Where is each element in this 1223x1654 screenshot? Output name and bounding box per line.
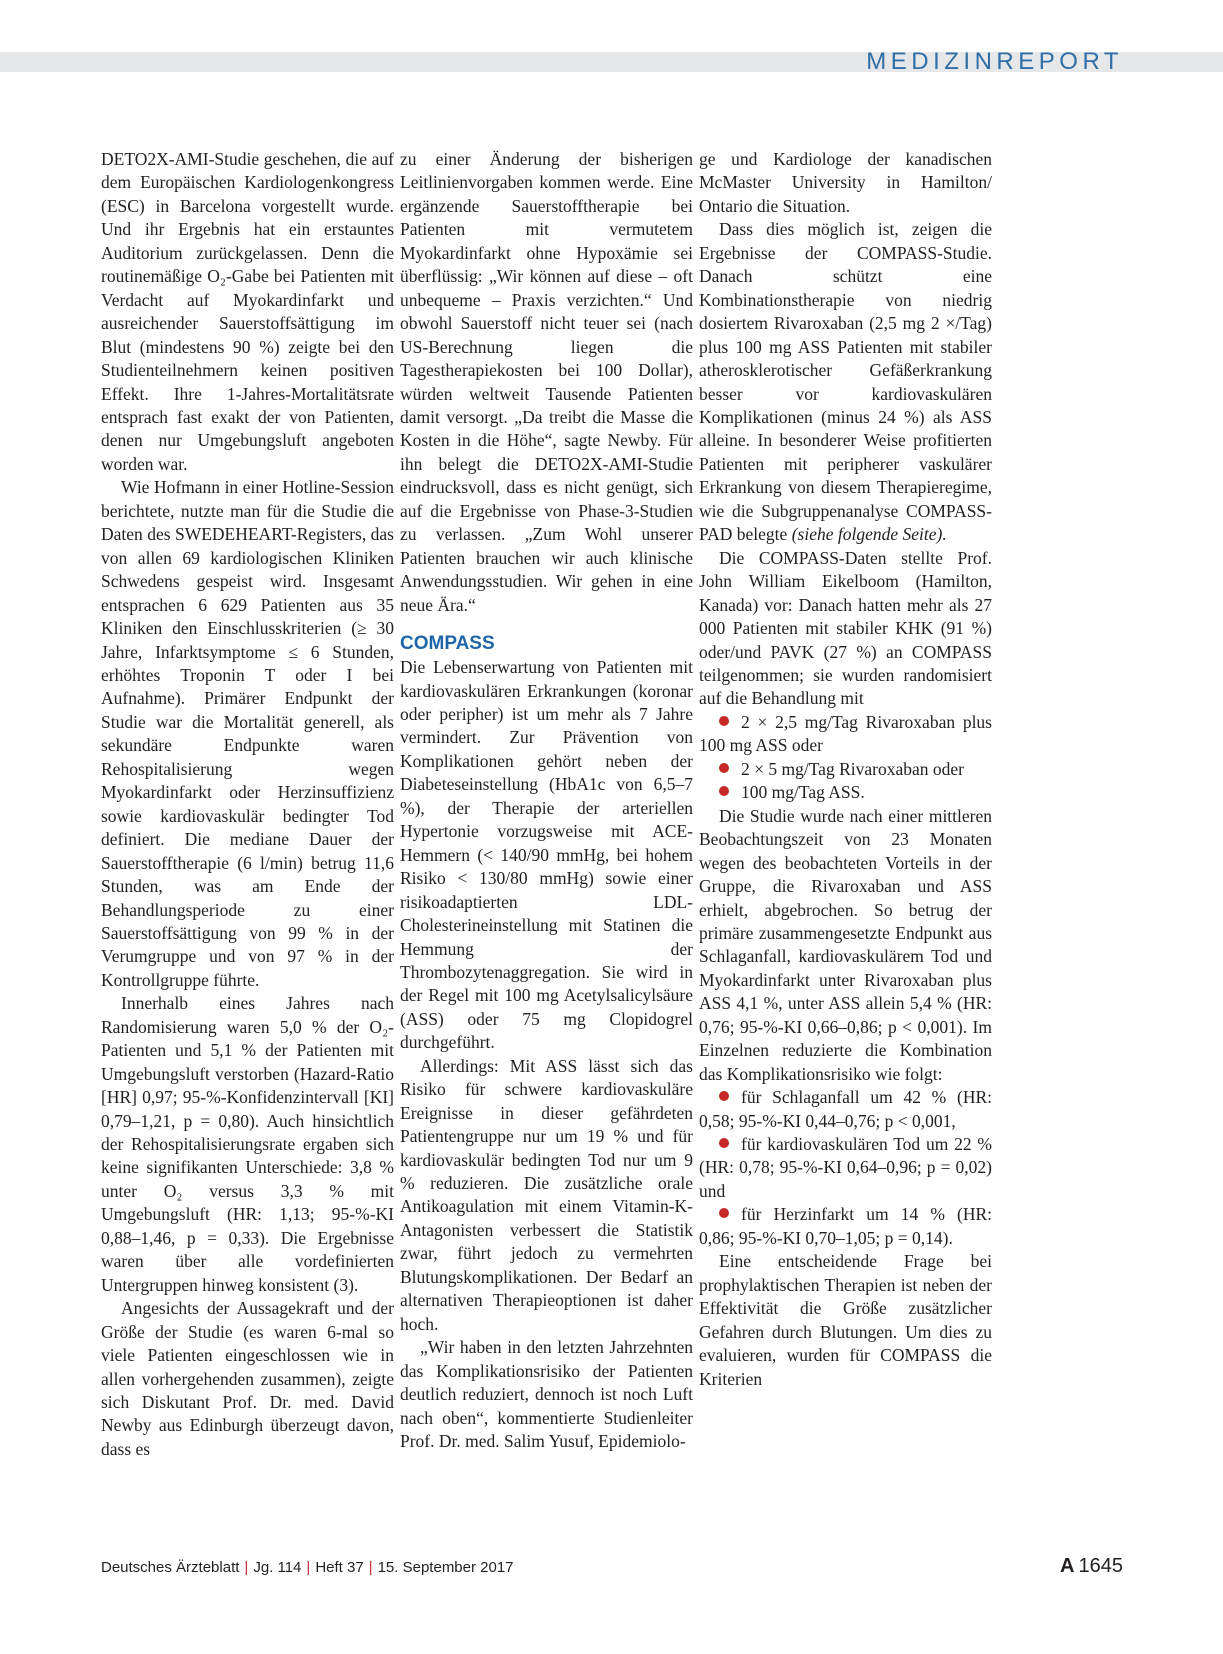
footer-separator: | bbox=[244, 1559, 249, 1576]
text-column-2 bbox=[400, 148, 693, 1453]
section-heading-compass: COMPASS bbox=[400, 633, 495, 655]
paragraph: ge und Kardiologe der kanadischen McMaster University in Hamilton/ Ontario die Situation. bbox=[699, 149, 992, 216]
footer-separator: | bbox=[368, 1559, 373, 1576]
paragraph: Allerdings: Mit ASS lässt sich das Risiko für schwere kardiovaskuläre Ereignisse in dieser gefährdeten Patientengruppe nur um 19 % und für kardiovaskulär bedingten Tod nur um 9 % reduzieren. Die zusätzliche orale Antikoagulation mit einem Vitamin-K-Antagonisten verbessert die Statistik zwar, führt jedoch zu vermehrten Blutungskomplikationen. Der Bedarf an alternativen Therapieoptionen ist daher hoch. bbox=[400, 1055, 693, 1334]
bullet-dot-icon bbox=[719, 1208, 729, 1218]
journal-volume: Jg. 114 bbox=[253, 1559, 302, 1576]
paragraph: Die Lebenserwartung von Patienten mit kardiovaskulären Erkrankungen (koronar oder peripher) ist um mehr als 7 Jahre vermindert. Zur Prävention von Komplikationen gehört neben der Diabeteseinstellung (HbA1c von 6,5–7 %), der Therapie der arteriellen Hypertonie vorzugsweise mit ACE-Hemmern (< 140/90 mmHg, bei hohem Risiko < 130/80 mmHg) sowie einer risikoadaptierten LDL-Cholesterineinstellung mit Statinen die Hemmung der Thrombozytenaggregation. Sie wird in der Regel mit 100 mg Acetylsalicylsäure (ASS) oder 75 mg Clopidogrel durchgeführt. bbox=[400, 657, 693, 1053]
paragraph: DETO2X-AMI-Studie geschehen, die auf dem Europäischen Kardiologenkongress (ESC) in Barcelona vorgestellt wurde. Und ihr Ergebnis hat ein erstauntes Auditorium zurückgelassen. Denn die routinemäßige O₂-Gabe bei Patienten mit Verdacht auf Myokardinfarkt und ausreichender Sauerstoffsättigung im Blut (mindestens 90 %) zeigte bei den Studienteilnehmern keinen positiven Effekt. Ihre 1-Jahres-Mortalitätsrate entsprach fast exakt der von Patienten, denen nur Umgebungsluft angeboten worden war. bbox=[101, 149, 394, 474]
paragraph: Wie Hofmann in einer Hotline-Session berichtete, nutzte man für die Studie die Daten des SWEDEHEART-Registers, das von allen 69 kardiologischen Kliniken Schwedens gespeist wird. Insgesamt entsprachen 6 629 Patienten aus 35 Kliniken den Einschlusskriterien (≥ 30 Jahre, Infarktsymptome ≤ 6 Stunden, erhöhtes Troponin T oder I bei Aufnahme). Primärer Endpunkt der Studie war die Mortalität generell, als sekundäre Endpunkte waren Rehospitalisierung wegen Myokardinfarkt oder Herzinsuffizienz sowie kardiovaskulär bedingter Tod definiert. Die mediane Dauer der Sauerstofftherapie (6 l/min) betrug 11,6 Stunden, was am Ende der Behandlungsperiode zu einer Sauerstoffsättigung von 99 % in der Verumgruppe und von 97 % in der Kontrollgruppe führte. bbox=[101, 477, 394, 990]
text-column-3 bbox=[699, 148, 992, 1391]
list-item-text: 2 × 5 mg/Tag Rivaroxaban oder bbox=[741, 758, 964, 779]
list-item-text: für Herzinfarkt um 14 % (HR: 0,86; 95-%-KI 0,70–1,05; p = 0,14). bbox=[699, 1204, 992, 1248]
list-item-text: für kardiovaskulären Tod um 22 % (HR: 0,78; 95-%-KI 0,64–0,96; p = 0,02) und bbox=[699, 1134, 992, 1201]
page-number-value: 1645 bbox=[1078, 1555, 1123, 1577]
cross-reference: (siehe folgende Seite). bbox=[791, 524, 947, 545]
list-item bbox=[699, 1203, 992, 1250]
text-column-1 bbox=[101, 148, 394, 1461]
bullet-dot-icon bbox=[719, 716, 729, 726]
list-item-text: 100 mg/Tag ASS. bbox=[741, 782, 865, 803]
paragraph: Innerhalb eines Jahres nach Randomisierung waren 5,0 % der O₂-Patienten und 5,1 % der Patienten mit Umgebungsluft verstorben (Hazard-Ratio [HR] 0,97; 95-%-Konfidenzintervall [KI] 0,79–1,21, p = 0,80). Auch hinsichtlich der Rehospitalisierungsrate ergaben sich keine signifikanten Unterschiede: 3,8 % unter O₂ versus 3,3 % mit Umgebungsluft (HR: 1,13; 95-%-KI 0,88–1,46, p = 0,33). Die Ergebnisse waren über alle vordefinierten Untergruppen hinweg konsistent (3). bbox=[101, 993, 394, 1295]
list-item bbox=[699, 1133, 992, 1203]
bullet-dot-icon bbox=[719, 786, 729, 796]
list-item bbox=[699, 781, 992, 804]
list-item-text: für Schlaganfall um 42 % (HR: 0,58; 95-%-KI 0,44–0,76; p < 0,001, bbox=[699, 1087, 992, 1131]
section-label: MEDIZINREPORT bbox=[866, 48, 1123, 75]
list-item bbox=[699, 758, 992, 781]
list-item bbox=[699, 1086, 992, 1133]
bullet-dot-icon bbox=[719, 763, 729, 773]
bullet-dot-icon bbox=[719, 1091, 729, 1101]
list-item bbox=[699, 711, 992, 758]
paragraph: Die Studie wurde nach einer mittleren Beobachtungszeit von 23 Monaten wegen des beobachteten Vorteils in der Gruppe, die Rivaroxaban und ASS erhielt, abgebrochen. So betrug der primäre zusammengesetzte Endpunkt aus Schlaganfall, kardiovaskulärem Tod und Myokardinfarkt unter Rivaroxaban plus ASS 4,1 %, unter ASS allein 5,4 % (HR: 0,76; 95-%-KI 0,66–0,86; p < 0,001). Im Einzelnen reduzierte die Kombination das Komplikationsrisiko wie folgt: bbox=[699, 805, 992, 1084]
paragraph-text: Dass dies möglich ist, zeigen die Ergebnisse der COMPASS-Studie. Danach schützt eine Kombinationstherapie von niedrig dosiertem Rivaroxaban (2,5 mg 2 ×/Tag) plus 100 mg ASS Patienten mit stabiler atherosklerotischer Gefäßerkrankung besser vor kardiovaskulären Komplikationen (minus 24 %) als ASS alleine. In besonderer Weise profitierten Patienten mit peripherer vaskulärer Erkrankung von diesem Therapieregime, wie die Subgruppenanalyse COMPASS-PAD belegte bbox=[699, 219, 992, 545]
paragraph: „Wir haben in den letzten Jahrzehnten das Komplikationsrisiko der Patienten deutlich reduziert, dennoch ist noch Luft nach oben“, kommentierte Studienleiter Prof. Dr. med. Salim Yusuf, Epidemiolo- bbox=[400, 1337, 693, 1452]
paragraph: zu einer Änderung der bisherigen Leitlinienvorgaben kommen werde. Eine ergänzende Sauerstofftherapie bei Patienten mit vermutetem Myokardinfarkt ohne Hypoxämie sei überflüssig: „Wir können auf diese – oft unbequeme – Praxis verzichten.“ Und obwohl Sauerstoff nicht teuer sei (nach US-Berechnung liegen die Tagestherapiekosten bei 100 Dollar), würden weltweit Tausende Patienten damit versorgt. „Da treibt die Masse die Kosten in die Höhe“, sagte Newby. Für ihn belegt die DETO2X-AMI-Studie eindrucksvoll, dass es nicht genügt, sich auf die Ergebnisse von Phase-3-Studien zu verlassen. „Zum Wohl unserer Patienten brauchen wir auch klinische Anwendungsstudien. Wir gehen in eine neue Ära.“ bbox=[400, 149, 693, 615]
journal-issue: Heft 37 bbox=[315, 1559, 364, 1576]
list-item-text: 2 × 2,5 mg/Tag Rivaroxaban plus 100 mg ASS oder bbox=[699, 711, 992, 756]
journal-name: Deutsches Ärzteblatt bbox=[101, 1559, 240, 1576]
paragraph: Die COMPASS-Daten stellte Prof. John William Eikelboom (Hamilton, Kanada) vor: Danach hatten mehr als 27 000 Patienten mit stabiler KHK (91 %) oder/und PAVK (27 %) an COMPASS teilgenommen; sie wurden randomisiert auf die Behandlung mit bbox=[699, 547, 992, 709]
paragraph: Eine entscheidende Frage bei prophylaktischen Therapien ist neben der Effektivität die Größe zusätzlicher Gefahren durch Blutungen. Um dies zu evaluieren, wurden für COMPASS die Kriterien bbox=[699, 1251, 992, 1389]
issue-date: 15. September 2017 bbox=[377, 1559, 514, 1576]
paragraph bbox=[699, 218, 992, 546]
footer-separator: | bbox=[306, 1559, 311, 1576]
page-number bbox=[1060, 1554, 1123, 1578]
paragraph: Angesichts der Aussagekraft und der Größe der Studie (es waren 6-mal so viele Patienten eingeschlossen wie in allen vorhergehenden zusammen), zeigte sich Diskutant Prof. Dr. med. David Newby aus Edinburgh überzeugt davon, dass es bbox=[101, 1298, 394, 1459]
page-prefix: A bbox=[1060, 1555, 1075, 1577]
bullet-dot-icon bbox=[719, 1138, 729, 1148]
footer-citation bbox=[101, 1558, 514, 1578]
